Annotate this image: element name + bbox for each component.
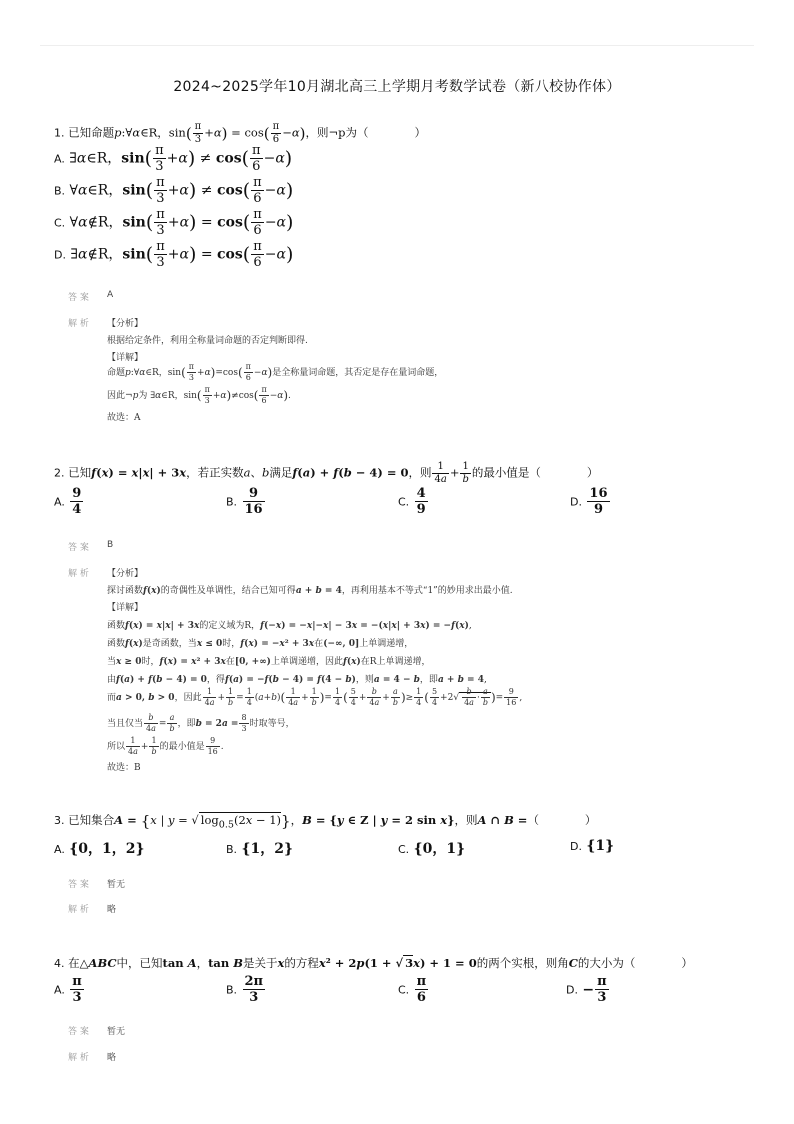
- question-4-option-c[interactable]: C. $\frac{\pi}{6}$: [398, 974, 427, 1005]
- answer-label: 答 案: [68, 1027, 89, 1037]
- question-2-option-b[interactable]: B. $\frac{9}{16}$: [226, 486, 263, 517]
- analysis-line: 根据给定条件，利用全称量词命题的否定判断即得.: [107, 336, 308, 346]
- question-3-option-c[interactable]: C. {0，1}: [398, 841, 466, 857]
- analysis-line: 探讨函数f(x)的奇偶性及单调性，结合已知可得a + b = 4，再利用基本不等式“1”的妙用求出最小值.: [107, 586, 513, 596]
- analysis-label: 解 析: [68, 905, 89, 915]
- question-2-option-d[interactable]: D. $\frac{16}{9}$: [570, 486, 608, 517]
- question-3-option-a[interactable]: A. {0，1，2}: [54, 841, 145, 857]
- analysis-heading: 【详解】: [107, 353, 144, 363]
- question-3-option-d[interactable]: D. {1}: [570, 838, 615, 854]
- question-1-stem: 1. 已知命题p:∀α∈R，sin( $\frac{\pi}{3}$ +α) = cos( $\frac{\pi}{6}$ −α)，则¬p为（ ）: [54, 121, 426, 145]
- question-1-option-a[interactable]: A. ∃α∈R，sin( $\frac{\pi}{3}$ +α) ≠ cos( $\frac{\pi}{6}$ −α): [54, 143, 293, 174]
- analysis-heading: 【分析】: [107, 319, 144, 329]
- analysis-line: 故选：B: [107, 763, 141, 773]
- analysis-line: 因此¬p为 ∃α∈R，sin( $\frac{\pi}{3}$ +α)≠cos( $\frac{\pi}{6}$ −α).: [107, 385, 291, 405]
- question-number: 2.: [54, 466, 65, 480]
- analysis-line: 函数f(x) = x|x| + 3x的定义域为R，f(−x) = −x|−x| − 3x = −(x|x| + 3x) = −f(x),: [107, 621, 472, 631]
- analysis-line: 当且仅当 $\frac{b}{4a}$ = $\frac{a}{b}$ ，即b = 2a = $\frac{8}{3}$ 时取等号，: [107, 713, 295, 733]
- analysis-line: 命题p:∀α∈R，sin( $\frac{\pi}{3}$ +α)=cos( $\frac{\pi}{6}$ −α)是全称量词命题，其否定是存在量词命题，: [107, 362, 444, 382]
- question-4-analysis: 略: [107, 1053, 117, 1063]
- question-1-option-c[interactable]: C. ∀α∉R，sin( $\frac{\pi}{3}$ +α) = cos( $\frac{\pi}{6}$ −α): [54, 207, 294, 238]
- analysis-label: 解 析: [68, 1053, 89, 1063]
- question-2-answer: B: [107, 540, 114, 550]
- question-1-answer: A: [107, 290, 114, 300]
- answer-label: 答 案: [68, 880, 89, 890]
- analysis-line: 所以 $\frac{1}{4a}$ + $\frac{1}{b}$ 的最小值是 $\frac{9}{16}$ .: [107, 736, 224, 756]
- question-4-answer: 暂无: [107, 1027, 126, 1037]
- answer-label: 答 案: [68, 543, 89, 553]
- question-4-option-b[interactable]: B. $\frac{2\pi}{3}$: [226, 974, 264, 1005]
- question-2-stem: 2. 已知f(x) = x|x| + 3x，若正实数a、b满足f(a) + f(b − 4) = 0，则 $\frac{1}{4a}$ + $\frac{1}{b}$ 的最小值是（ ）: [54, 461, 599, 485]
- question-2-option-a[interactable]: A. $\frac{9}{4}$: [54, 486, 82, 517]
- header-divider: [40, 45, 754, 46]
- analysis-label: 解 析: [68, 319, 89, 329]
- question-4-option-a[interactable]: A. $\frac{\pi}{3}$: [54, 974, 82, 1005]
- question-3-option-b[interactable]: B. {1，2}: [226, 841, 293, 857]
- question-4-stem: 4. 在△ABC中，已知tan A，tan B是关于x的方程x² + 2p(1 + √ 3x) + 1 = 0的两个实根，则角C的大小为（ ）: [54, 956, 693, 970]
- answer-label: 答 案: [68, 293, 89, 303]
- analysis-label: 解 析: [68, 569, 89, 579]
- question-3-answer: 暂无: [107, 880, 126, 890]
- question-3-analysis: 略: [107, 905, 117, 915]
- question-1-option-d[interactable]: D. ∃α∉R，sin( $\frac{\pi}{3}$ +α) = cos( $\frac{\pi}{6}$ −α): [54, 239, 294, 270]
- question-number: 1.: [54, 126, 65, 140]
- question-1-option-b[interactable]: B. ∀α∈R，sin( $\frac{\pi}{3}$ +α) ≠ cos( $\frac{\pi}{6}$ −α): [54, 175, 294, 206]
- question-number: 3.: [54, 814, 65, 827]
- analysis-line: 而a > 0, b > 0，因此 $\frac{1}{4a}$ + $\frac{1}{b}$ = $\frac{1}{4}$ (a+b)( $\frac{1}{4a}$ + $\frac{1}{b}$ )= $\frac{1}{4}$ ( $\frac{5}{4}$ + $\frac{b}{4a}$ + $\frac{a}{b}$ )≥ $\frac{1}{4}$ ( $\frac{5}{4}$ +2√ $\frac{b}{4a}$ · $\frac{a}{b}$ )= $\frac{9}{16}$ ,: [107, 687, 523, 707]
- question-4-option-d[interactable]: D. − $\frac{\pi}{3}$: [566, 974, 607, 1005]
- analysis-line: 由f(a) + f(b − 4) = 0，得f(a) = −f(b − 4) = f(4 − b)，则a = 4 − b，即a + b = 4,: [107, 675, 487, 685]
- analysis-line: 故选：A: [107, 413, 141, 423]
- question-number: 4.: [54, 957, 65, 970]
- analysis-line: 函数f(x)是奇函数，当x ≤ 0时，f(x) = −x² + 3x在(−∞, 0]上单调递增，: [107, 639, 414, 649]
- question-2-option-c[interactable]: C. $\frac{4}{9}$: [398, 486, 426, 517]
- analysis-line: 当x ≥ 0时，f(x) = x² + 3x在[0, +∞)上单调递增，因此f(x)在R上单调递增，: [107, 657, 431, 667]
- page-title: 2024~2025学年10月湖北高三上学期月考数学试卷（新八校协作体）: [173, 79, 621, 95]
- analysis-heading: 【分析】: [107, 569, 144, 579]
- question-3-stem: 3. 已知集合A = {x | y = √ $\log_{0.5}(2x - 1)$}，B = {y ∈ Z | y = 2 sin x}，则A ∩ B =（ ）: [54, 812, 597, 831]
- analysis-heading: 【详解】: [107, 603, 144, 613]
